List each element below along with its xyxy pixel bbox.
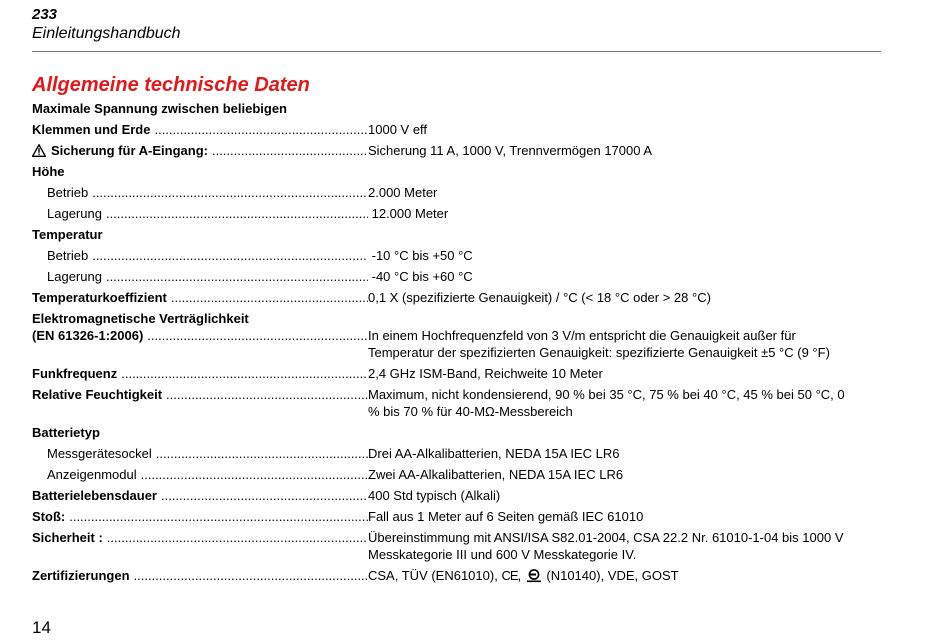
spec-row-temperature-storage: [32, 266, 880, 287]
spec-row-fuse: [32, 140, 880, 161]
dot-leader: [166, 386, 368, 403]
humidity-label: Relative Feuchtigkeit: [32, 387, 163, 402]
dot-leader: [106, 268, 368, 285]
cert-value-part1: CSA, TÜV (EN61010),: [368, 568, 498, 583]
temperature-operating-value: -10 °C bis +50 °C: [368, 248, 473, 263]
spec-row-temperature-operating: [32, 245, 880, 266]
dot-leader: [161, 487, 368, 504]
warning-icon: [32, 144, 46, 157]
fuse-label: Sicherung für A-Eingang:: [51, 143, 208, 158]
dot-leader: [134, 567, 368, 584]
cert-label: Zertifizierungen: [32, 568, 130, 583]
section-title: Allgemeine technische Daten: [32, 74, 310, 96]
model-number: 233: [32, 6, 58, 23]
temp-coeff-value: 0,1 X (spezifizierte Genauigkeit) / °C (< 18 °C oder > 28 °C): [368, 290, 711, 305]
dot-leader: [107, 529, 368, 546]
cert-value-part2: (N10140), VDE, GOST: [546, 568, 679, 583]
fuse-value: Sicherung 11 A, 1000 V, Trennvermögen 17000 A: [368, 143, 653, 158]
altitude-operating-label: Betrieb: [47, 185, 89, 200]
emc-heading: Elektromagnetische Verträglichkeit: [32, 311, 249, 326]
battery-display-value: Zwei AA-Alkalibatterien, NEDA 15A IEC LR6: [368, 467, 624, 482]
spec-row-certifications: [32, 565, 880, 586]
spec-list: [32, 98, 880, 586]
max-voltage-value: 1000 V eff: [368, 122, 428, 137]
header-divider: [32, 51, 881, 52]
radio-label: Funkfrequenz: [32, 366, 118, 381]
dot-leader: [212, 142, 368, 159]
dot-leader: [92, 184, 368, 201]
battery-heading: Batterietyp: [32, 425, 100, 440]
dot-leader: [147, 327, 368, 344]
csa-mark-icon: [526, 569, 542, 583]
dot-leader: [154, 121, 368, 138]
dot-leader: [171, 289, 368, 306]
shock-value: Fall aus 1 Meter auf 6 Seiten gemäß IEC 61010: [368, 509, 644, 524]
dot-leader: [69, 508, 368, 525]
spec-row-battery-life: [32, 485, 880, 506]
dot-leader: [141, 466, 368, 483]
safety-label: Sicherheit :: [32, 530, 103, 545]
emc-value-line1: In einem Hochfrequenzfeld von 3 V/m entspricht die Genauigkeit außer für: [368, 328, 796, 343]
ce-mark-icon: CE: [501, 568, 518, 583]
altitude-storage-value: 12.000 Meter: [368, 206, 449, 221]
cert-value: CSA, TÜV (EN61010), CE, (N10140), VDE, GOST: [368, 568, 679, 583]
safety-value-line2: Messkategorie III und 600 V Messkategorie IV.: [368, 547, 637, 562]
battery-life-value: 400 Std typisch (Alkali): [368, 488, 501, 503]
battery-meter-label: Messgerätesockel: [47, 446, 152, 461]
altitude-operating-value: 2.000 Meter: [368, 185, 438, 200]
humidity-value-line2: % bis 70 % für 40-MΩ-Messbereich: [368, 404, 573, 419]
temperature-storage-label: Lagerung: [47, 269, 102, 284]
max-voltage-heading: Maximale Spannung zwischen beliebigen: [32, 101, 287, 116]
emc-value-line2: Temperatur der spezifizierten Genauigkeit: spezifizierte Genauigkeit ±5 °C (9 °F): [368, 345, 830, 360]
dot-leader: [121, 365, 368, 382]
temperature-operating-label: Betrieb: [47, 248, 89, 263]
battery-life-label: Batterielebensdauer: [32, 488, 157, 503]
temperature-storage-value: -40 °C bis +60 °C: [368, 269, 473, 284]
dot-leader: [92, 247, 368, 264]
page-number: 14: [32, 618, 51, 637]
spec-row-radio-frequency: [32, 363, 880, 384]
spec-row-temp-coefficient: [32, 287, 880, 308]
max-voltage-label: Klemmen und Erde: [32, 122, 151, 137]
emc-label: (EN 61326-1:2006): [32, 328, 144, 343]
altitude-heading: Höhe: [32, 164, 65, 179]
spec-row-emc: [32, 327, 880, 363]
battery-meter-value: Drei AA-Alkalibatterien, NEDA 15A IEC LR6: [368, 446, 620, 461]
battery-display-label: Anzeigenmodul: [47, 467, 137, 482]
spec-row-altitude-operating: [32, 182, 880, 203]
shock-label: Stoß:: [32, 509, 66, 524]
spec-row-safety: [32, 527, 880, 565]
safety-value-line1: Übereinstimmung mit ANSI/ISA S82.01-2004, CSA 22.2 Nr. 61010-1-04 bis 1000 V: [368, 530, 844, 545]
spec-row-battery-meter: [32, 443, 880, 464]
temperature-heading: Temperatur: [32, 227, 103, 242]
manual-title: Einleitungshandbuch: [32, 25, 181, 42]
dot-leader: [106, 205, 368, 222]
humidity-value-line1: Maximum, nicht kondensierend, 90 % bei 35 °C, 75 % bei 40 °C, 45 % bei 50 °C, 0: [368, 387, 845, 402]
temp-coeff-label: Temperaturkoeffizient: [32, 290, 167, 305]
spec-row-humidity: [32, 384, 880, 422]
page-header: [32, 6, 880, 44]
altitude-storage-label: Lagerung: [47, 206, 102, 221]
spec-row-altitude-storage: [32, 203, 880, 224]
dot-leader: [156, 445, 368, 462]
spec-row-battery-display: [32, 464, 880, 485]
radio-value: 2,4 GHz ISM-Band, Reichweite 10 Meter: [368, 366, 603, 381]
spec-row-max-voltage: [32, 119, 880, 140]
spec-row-shock: [32, 506, 880, 527]
